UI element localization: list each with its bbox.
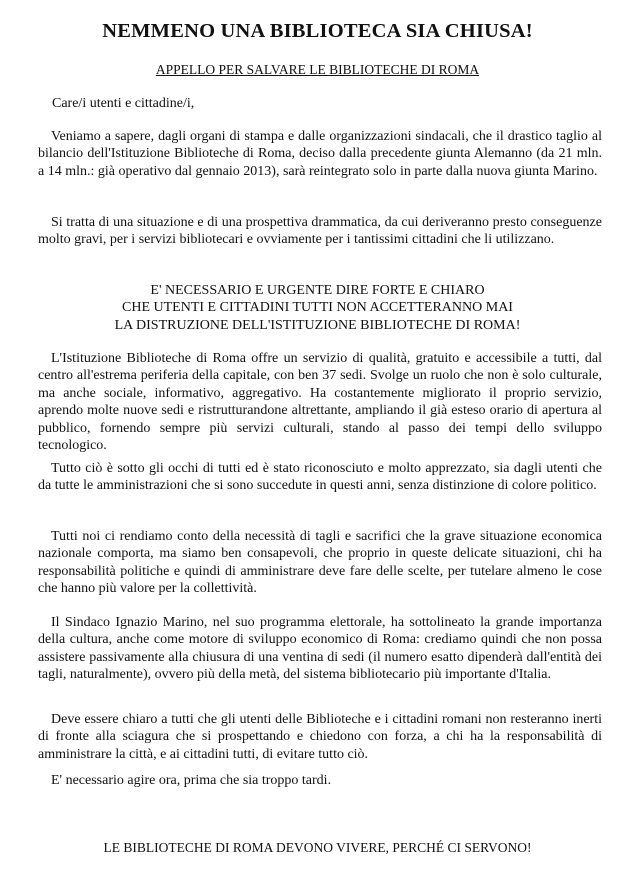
paragraph-service-quality: L'Istituzione Biblioteche di Roma offre un servizio di qualità, gratuito e accessibile a tutti, dal centro all'estrema periferia della capitale, con ben 37 sedi. Svolge un ruolo che non è solo culturale, ma anche sociale, informativo, aggregativo. Ha costantemente migliorato il proprio servizio, aprendo molte nuove sedi e ristrutturandone altrettante, ampliando il già esteso orario di apertura al pubblico, fornendo sempre più servizi culturali, stando al passo dei tempi dello sviluppo tecnologico. (38, 351, 602, 454)
paragraph-sacrifices: Tutti noi ci rendiamo conto della necessità di tagli e sacrifici che la grave situazione economica nazionale comporta, ma siamo ben consapevoli, che proprio in queste delicate situazioni, chi ha responsabilità politiche e quindi di amministrare deve fare delle scelte, per tutelare almeno le cose che hanno più valore per la collettività. (38, 529, 602, 597)
paragraph-budget-cut: Veniamo a sapere, dagli organi di stampa e dalle organizzazioni sindacali, che il drastico taglio al bilancio dell'Istituzione Biblioteche di Roma, deciso dalla precedente giunta Alemanno (da 21 mln. a 14 mln.: già operativo dal gennaio 2013), sarà reintegrato solo in parte dalla nuova giunta Marino. (38, 129, 602, 179)
emphasis-line: LA DISTRUZIONE DELL'ISTITUZIONE BIBLIOTECHE DI ROMA! (114, 317, 521, 333)
paragraph-dramatic-situation: Si tratta di una situazione e di una prospettiva drammatica, da cui deriveranno presto conseguenze molto gravi, per i servizi bibliotecari e ovviamente per i tantissimi cittadini che li utilizzano. (38, 215, 602, 248)
paragraph-act-now: E' necessario agire ora, prima che sia troppo tardi. (51, 773, 332, 788)
emphasis-line: E' NECESSARIO E URGENTE DIRE FORTE E CHIARO (150, 283, 485, 298)
emphasis-block (0, 282, 635, 334)
paragraph-citizens: Deve essere chiaro a tutti che gli utenti delle Biblioteche e i cittadini romani non resteranno inerti di fronte alla sciagura che si prospettando e chiedono con forza, a chi ha la responsabilità di amministrare la città, e ai cittadini tutti, di evitare tutto ciò. (38, 712, 602, 762)
closing-slogan: LE BIBLIOTECHE DI ROMA DEVONO VIVERE, PERCHÉ CI SERVONO! (103, 840, 532, 855)
paragraph-mayor: Il Sindaco Ignazio Marino, nel suo programma elettorale, ha sottolineato la grande importanza della cultura, anche come motore di sviluppo economico di Roma: crediamo quindi che non possa assistere passivamente alla chiusura di una ventina di sedi (il numero esatto dipenderà dall'entità dei tagli, naturalmente), ovvero più della metà, del sistema bibliotecario più importante d'Italia. (38, 615, 602, 683)
document-title: NEMMENO UNA BIBLIOTECA SIA CHIUSA! (102, 20, 533, 42)
paragraph-recognition: Tutto ciò è sotto gli occhi di tutti ed è stato riconosciuto e molto apprezzato, sia dagli utenti che da tutte le amministrazioni che si sono succedute in questi anni, senza distinzione di colore politico. (38, 461, 602, 494)
salutation: Care/i utenti e cittadine/i, (52, 96, 195, 111)
document-subtitle: APPELLO PER SALVARE LE BIBLIOTECHE DI ROMA (155, 62, 480, 77)
emphasis-line: CHE UTENTI E CITTADINI TUTTI NON ACCETTERANNO MAI (122, 300, 513, 316)
